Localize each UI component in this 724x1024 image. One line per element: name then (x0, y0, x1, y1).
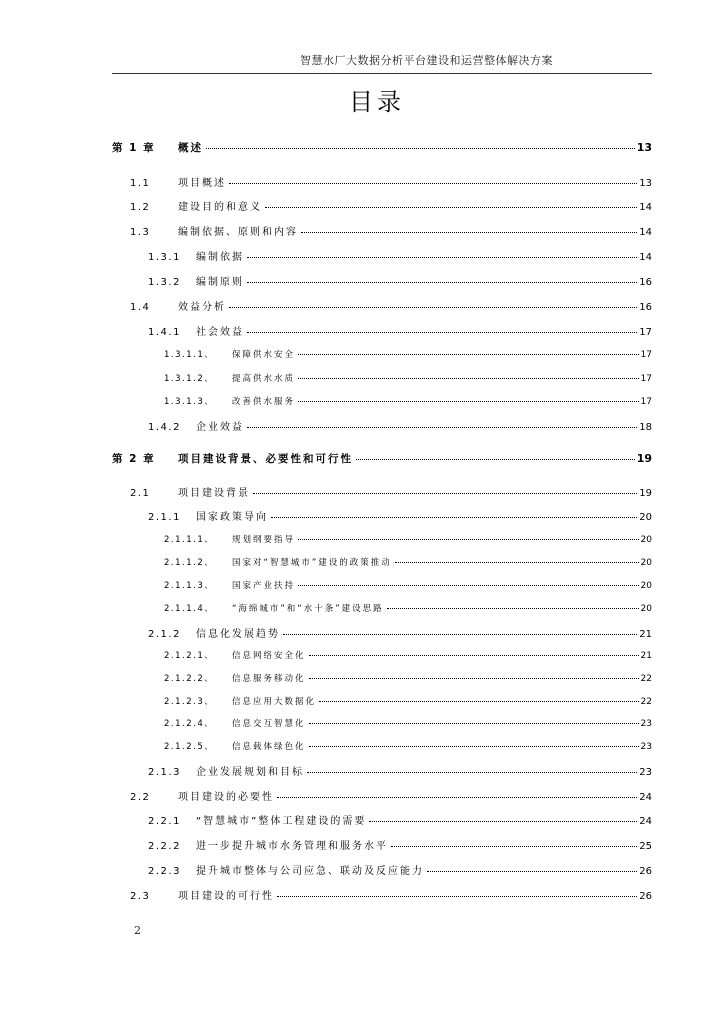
toc-entry-title: 编制原则 (196, 277, 244, 288)
toc-entry-page: 20 (640, 558, 652, 568)
dot-leader (356, 459, 635, 460)
dot-leader (265, 207, 637, 208)
toc-entry-page: 23 (639, 767, 652, 778)
toc-entry-2-2-3[interactable] (148, 862, 652, 877)
dot-leader (307, 772, 637, 773)
toc-entry-2-1[interactable] (130, 484, 652, 499)
toc-entry-number: 2.1.2.4、 (164, 719, 215, 729)
toc-entry-number: 2.1.2.2、 (164, 674, 215, 684)
toc-entry-number: 1.3.1.3、 (164, 397, 215, 407)
toc-entry-1-1[interactable] (130, 174, 652, 189)
toc-entry-page: 20 (640, 581, 652, 591)
toc-entry-page: 20 (640, 535, 652, 545)
dot-leader (301, 232, 637, 233)
dot-leader (298, 378, 639, 379)
toc-entry-2-1-2[interactable] (148, 625, 652, 640)
toc-entry-chapter-2[interactable] (112, 451, 652, 466)
toc-entry-title: 项目概述 (178, 178, 226, 189)
running-header: 智慧水厂大数据分析平台建设和运营整体解决方案 (300, 54, 553, 67)
toc-entry-page: 14 (639, 227, 652, 238)
toc-entry-number: 1.3 (130, 227, 151, 238)
toc-entry-number: 2.2.1 (148, 816, 181, 827)
toc-entry-page: 24 (639, 792, 652, 803)
toc-entry-2-1-1-3[interactable] (164, 579, 652, 591)
dot-leader (309, 678, 639, 679)
toc-entry-2-3[interactable] (130, 887, 652, 902)
dot-leader (247, 257, 637, 258)
toc-entry-2-2-2[interactable] (148, 837, 652, 852)
dot-leader (247, 427, 637, 428)
toc-entry-title: 信息网络安全化 (232, 651, 306, 661)
toc-entry-number: 1.4.1 (148, 327, 181, 338)
toc-entry-number: 2.1.2.5、 (164, 742, 215, 752)
toc-entry-1-4-1[interactable] (148, 323, 652, 338)
dot-leader (391, 846, 637, 847)
toc-entry-title: 提升城市整体与公司应急、联动及反应能力 (196, 866, 424, 877)
toc-entry-1-4-2[interactable] (148, 418, 652, 433)
dot-leader (283, 634, 637, 635)
toc-entry-2-2[interactable] (130, 788, 652, 803)
dot-leader (309, 746, 639, 747)
toc-entry-title: 项目建设背景、必要性和可行性 (178, 453, 353, 465)
toc-entry-title: 信息应用大数据化 (232, 697, 317, 707)
dot-leader (387, 608, 639, 609)
toc-entry-title: 项目建设背景 (178, 488, 250, 499)
toc-entry-title: 国家政策导向 (196, 512, 268, 523)
toc-entry-2-1-2-1[interactable] (164, 649, 652, 661)
toc-entry-page: 13 (639, 178, 652, 189)
toc-entry-title: 信息服务移动化 (232, 674, 306, 684)
toc-entry-number: 1.1 (130, 178, 151, 189)
page-number: 2 (134, 924, 141, 937)
toc-entry-page: 14 (639, 202, 652, 213)
toc-entry-title: 信息载体绿色化 (232, 742, 306, 752)
toc-entry-1-4[interactable] (130, 298, 652, 313)
toc-entry-2-1-1-1[interactable] (164, 533, 652, 545)
toc-entry-title: 企业发展规划和目标 (196, 767, 304, 778)
toc-entry-2-1-2-4[interactable] (164, 717, 652, 729)
dot-leader (298, 539, 639, 540)
toc-entry-title: 编制依据、原则和内容 (178, 227, 298, 238)
toc-entry-title: 项目建设的可行性 (178, 891, 274, 902)
toc-entry-title: 项目建设的必要性 (178, 792, 274, 803)
toc-entry-number: 1.2 (130, 202, 151, 213)
toc-entry-title: 效益分析 (178, 302, 226, 313)
toc-entry-page: 16 (639, 277, 652, 288)
dot-leader (309, 723, 639, 724)
toc-entry-1-3-1-3[interactable] (164, 395, 652, 407)
toc-entry-number: 1.3.1.2、 (164, 374, 215, 384)
toc-entry-2-1-1-4[interactable] (164, 602, 652, 614)
toc-entry-2-1-3[interactable] (148, 763, 652, 778)
toc-entry-page: 14 (639, 252, 652, 263)
toc-entry-page: 26 (639, 891, 652, 902)
toc-entry-number: 2.2.3 (148, 866, 181, 877)
dot-leader (298, 401, 639, 402)
toc-entry-number: 2.1.3 (148, 767, 181, 778)
toc-entry-number: 2.1.1.1、 (164, 535, 215, 545)
toc-entry-number: 2.1.1 (148, 512, 181, 523)
toc-entry-page: 24 (639, 816, 652, 827)
toc-entry-page: 19 (639, 488, 652, 499)
toc-entry-page: 17 (640, 374, 652, 384)
toc-entry-page: 23 (640, 742, 652, 752)
toc-entry-title: 规划纲要指导 (232, 535, 296, 545)
toc-entry-title: “智慧城市”整体工程建设的需要 (196, 816, 367, 827)
dot-leader (247, 282, 637, 283)
toc-title: 目录 (349, 88, 405, 116)
dot-leader (253, 493, 637, 494)
toc-entry-number: 1.3.2 (148, 277, 181, 288)
toc-entry-page: 23 (640, 719, 652, 729)
dot-leader (247, 332, 637, 333)
toc-entry-number: 2.1.2.1、 (164, 651, 215, 661)
dot-leader (319, 701, 639, 702)
toc-entry-number: 1.4 (130, 302, 151, 313)
toc-entry-page: 20 (639, 512, 652, 523)
toc-entry-2-1-2-3[interactable] (164, 695, 652, 707)
toc-entry-page: 21 (639, 629, 652, 640)
toc-entry-page: 26 (639, 866, 652, 877)
toc-entry-number: 2.2 (130, 792, 151, 803)
toc-entry-2-1-2-2[interactable] (164, 672, 652, 684)
dot-leader (277, 797, 637, 798)
dot-leader (277, 896, 637, 897)
toc-entry-number: 2.1.2 (148, 629, 181, 640)
toc-entry-number: 2.2.2 (148, 841, 181, 852)
toc-entry-number: 2.1.1.3、 (164, 581, 215, 591)
toc-entry-title: 建设目的和意义 (178, 202, 262, 213)
toc-entry-page: 17 (640, 350, 652, 360)
dot-leader (309, 655, 639, 656)
toc-entry-title: 信息交互智慧化 (232, 719, 306, 729)
toc-entry-page: 21 (640, 651, 652, 661)
toc-entry-page: 20 (640, 604, 652, 614)
toc-entry-title: 社会效益 (196, 327, 244, 338)
toc-entry-title: 提高供水水质 (232, 374, 296, 384)
dot-leader (229, 183, 637, 184)
toc-entry-2-1-1[interactable] (148, 508, 652, 523)
toc-entry-number: 1.3.1.1、 (164, 350, 215, 360)
toc-entry-title: 国家对“智慧城市”建设的政策推动 (232, 558, 392, 568)
dot-leader (298, 585, 639, 586)
toc-entry-chapter-1[interactable] (112, 140, 652, 155)
toc-entry-title: 国家产业扶持 (232, 581, 296, 591)
toc-entry-page: 17 (639, 327, 652, 338)
toc-entry-title: 概述 (178, 142, 203, 154)
toc-entry-number: 第 1 章 (112, 142, 156, 154)
dot-leader (271, 517, 637, 518)
toc-entry-page: 16 (639, 302, 652, 313)
dot-leader (229, 307, 637, 308)
dot-leader (206, 148, 635, 149)
toc-entry-number: 1.4.2 (148, 422, 181, 433)
toc-entry-title: 保障供水安全 (232, 350, 296, 360)
toc-entry-title: 改善供水服务 (232, 397, 296, 407)
toc-entry-title: 企业效益 (196, 422, 244, 433)
toc-entry-page: 19 (636, 452, 652, 465)
toc-entry-number: 2.1.1.2、 (164, 558, 215, 568)
toc-entry-2-1-1-2[interactable] (164, 556, 652, 568)
toc-entry-number: 2.1.2.3、 (164, 697, 215, 707)
toc-entry-1-3-1-2[interactable] (164, 372, 652, 384)
toc-entry-page: 18 (639, 422, 652, 433)
toc-entry-title: 编制依据 (196, 252, 244, 263)
dot-leader (298, 354, 639, 355)
dot-leader (395, 562, 639, 563)
toc-entry-title: 信息化发展趋势 (196, 629, 280, 640)
toc-entry-number: 1.3.1 (148, 252, 181, 263)
dot-leader (369, 821, 637, 822)
dot-leader (427, 871, 637, 872)
toc-entry-title: “海绵城市”和“水十条”建设思路 (232, 604, 384, 614)
toc-entry-1-2[interactable] (130, 198, 652, 213)
toc-entry-page: 25 (639, 841, 652, 852)
toc-entry-1-3[interactable] (130, 223, 652, 238)
toc-entry-page: 22 (640, 674, 652, 684)
toc-entry-1-3-1[interactable] (148, 248, 652, 263)
toc-entry-number: 2.1 (130, 488, 151, 499)
toc-entry-1-3-1-1[interactable] (164, 348, 652, 360)
toc-entry-number: 2.3 (130, 891, 151, 902)
toc-entry-page: 22 (640, 697, 652, 707)
toc-entry-2-1-2-5[interactable] (164, 740, 652, 752)
toc-entry-page: 13 (636, 141, 652, 154)
toc-entry-page: 17 (640, 397, 652, 407)
toc-entry-1-3-2[interactable] (148, 273, 652, 288)
toc-entry-number: 第 2 章 (112, 453, 156, 465)
toc-entry-title: 进一步提升城市水务管理和服务水平 (196, 841, 388, 852)
toc-entry-number: 2.1.1.4、 (164, 604, 215, 614)
toc-entry-2-2-1[interactable] (148, 812, 652, 827)
